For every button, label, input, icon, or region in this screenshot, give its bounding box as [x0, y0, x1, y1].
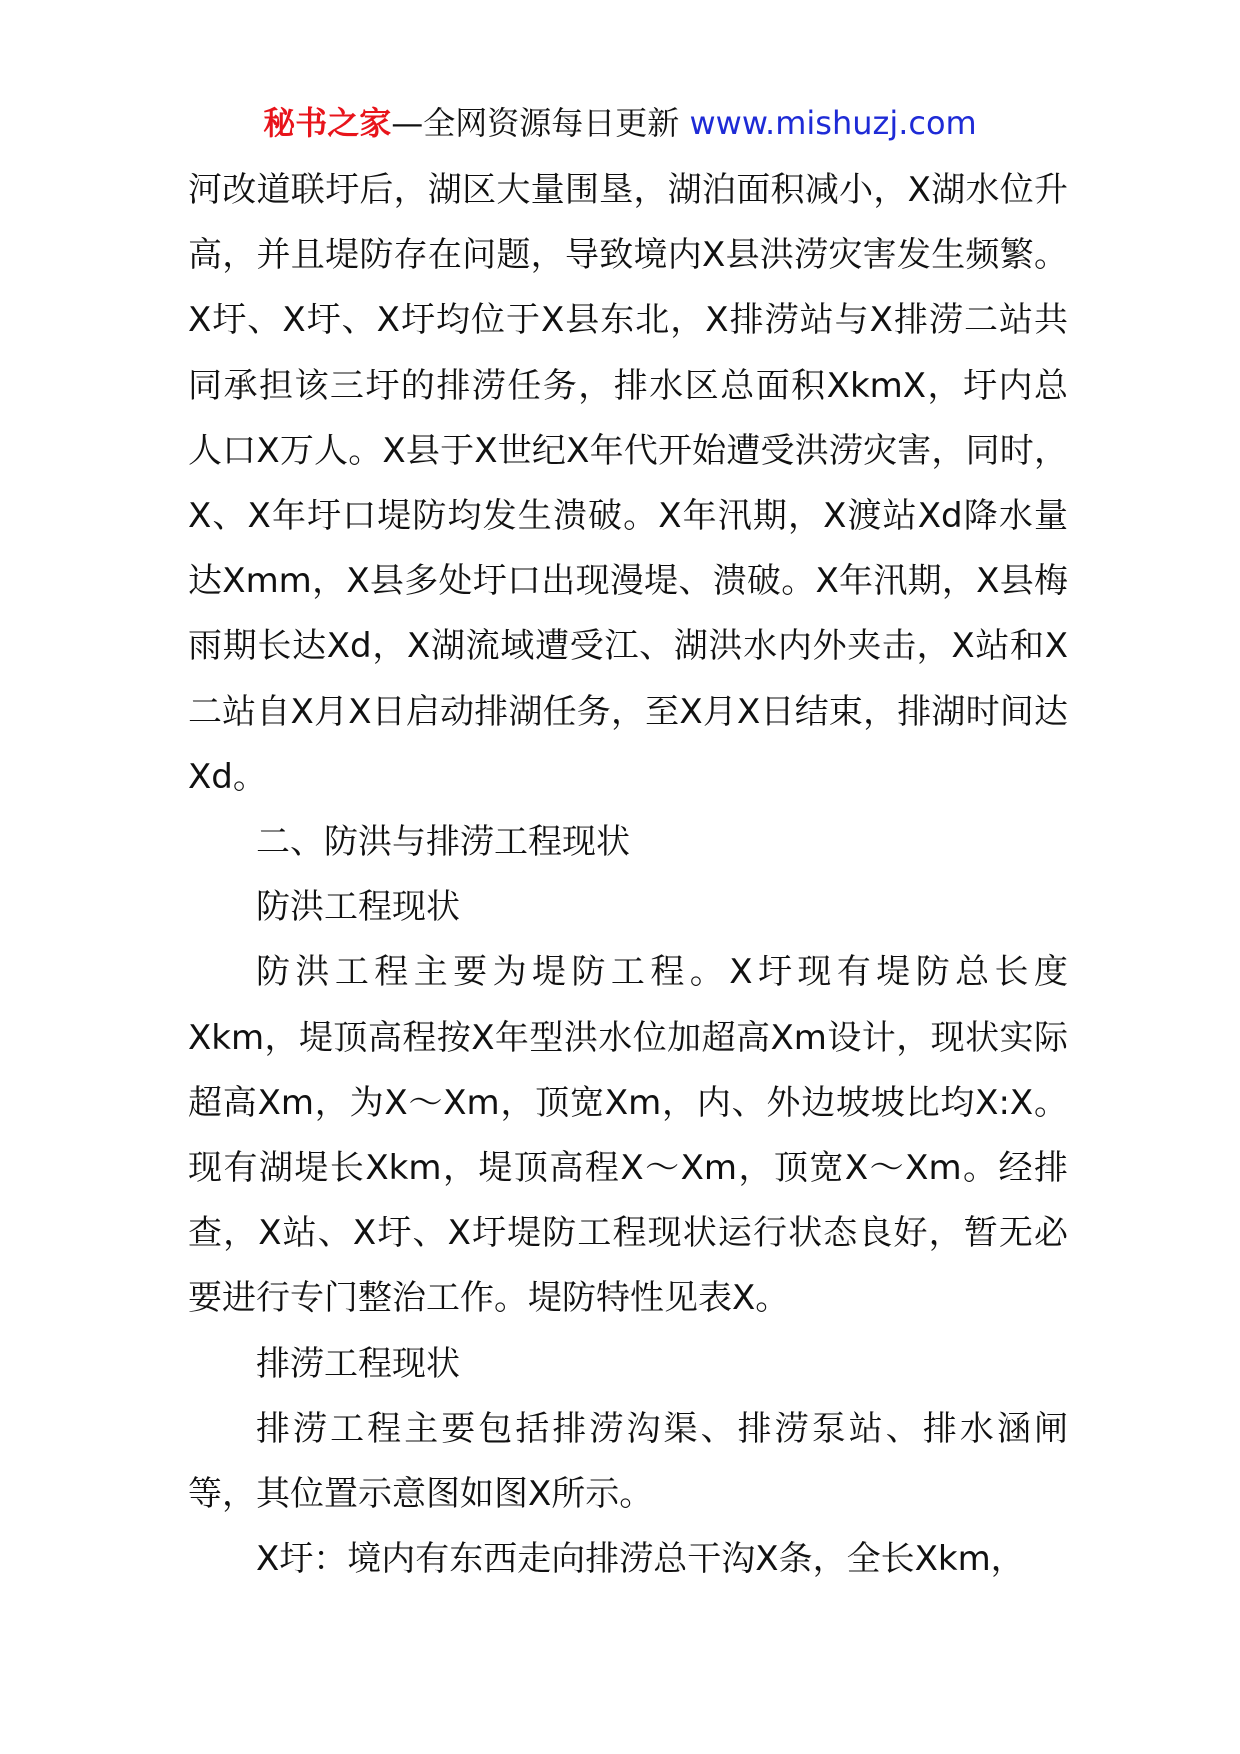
section-heading: 二、防洪与排涝工程现状 — [256, 822, 630, 863]
paragraph-flood-history: 河改道联圩后，湖区大量围垦，湖泊面积减小，X湖水位升高，并且堤防存在问题，导致境内X县洪涝灾害发生频繁。X圩、X圩、X圩均位于X县东北，X排涝站与X排涝二站共同承担该三圩的排涝任务，排水区总面积XkmX，圩内总人口X万人。X县于X世纪X年代开始遭受洪涝灾害，同时，X、X年圩口堤防均发生溃破。X年汛期，X渡站Xd降水量达Xmm，X县多处圩口出现漫堤、溃破。X年汛期，X县梅雨期长达Xd，X湖流域遭受江、湖洪水内外夹击，X站和X二站自X月X日启动排湖任务，至X月X日结束，排湖时间达Xd。 — [188, 170, 1068, 797]
site-brand: 秘书之家 — [263, 104, 392, 142]
paragraph-polder-drainage: X圩：境内有东西走向排涝总干沟X条，全长Xkm， — [256, 1539, 1025, 1580]
site-url-link[interactable]: www.mishuzj.com — [689, 104, 977, 142]
paragraph-drainage: 排涝工程主要包括排涝沟渠、排涝泵站、排水涵闸等，其位置示意图如图X所示。 — [188, 1408, 1068, 1515]
document-body — [188, 158, 1068, 1592]
site-header — [0, 103, 1240, 143]
site-tagline: —全网资源每日更新 — [391, 104, 690, 142]
subsection-heading-drainage: 排涝工程现状 — [256, 1343, 460, 1384]
paragraph-flood-control: 防洪工程主要为堤防工程。X圩现有堤防总长度Xkm，堤顶高程按X年型洪水位加超高Xm设计，现状实际超高Xm，为X～Xm，顶宽Xm，内、外边坡坡比均X:X。现有湖堤长Xkm，堤顶高程X～Xm，顶宽X～Xm。经排查，X站、X圩、X圩堤防工程现状运行状态良好，暂无必要进行专门整治工作。堤防特性见表X。 — [188, 952, 1068, 1319]
subsection-heading-flood-control: 防洪工程现状 — [256, 887, 460, 928]
